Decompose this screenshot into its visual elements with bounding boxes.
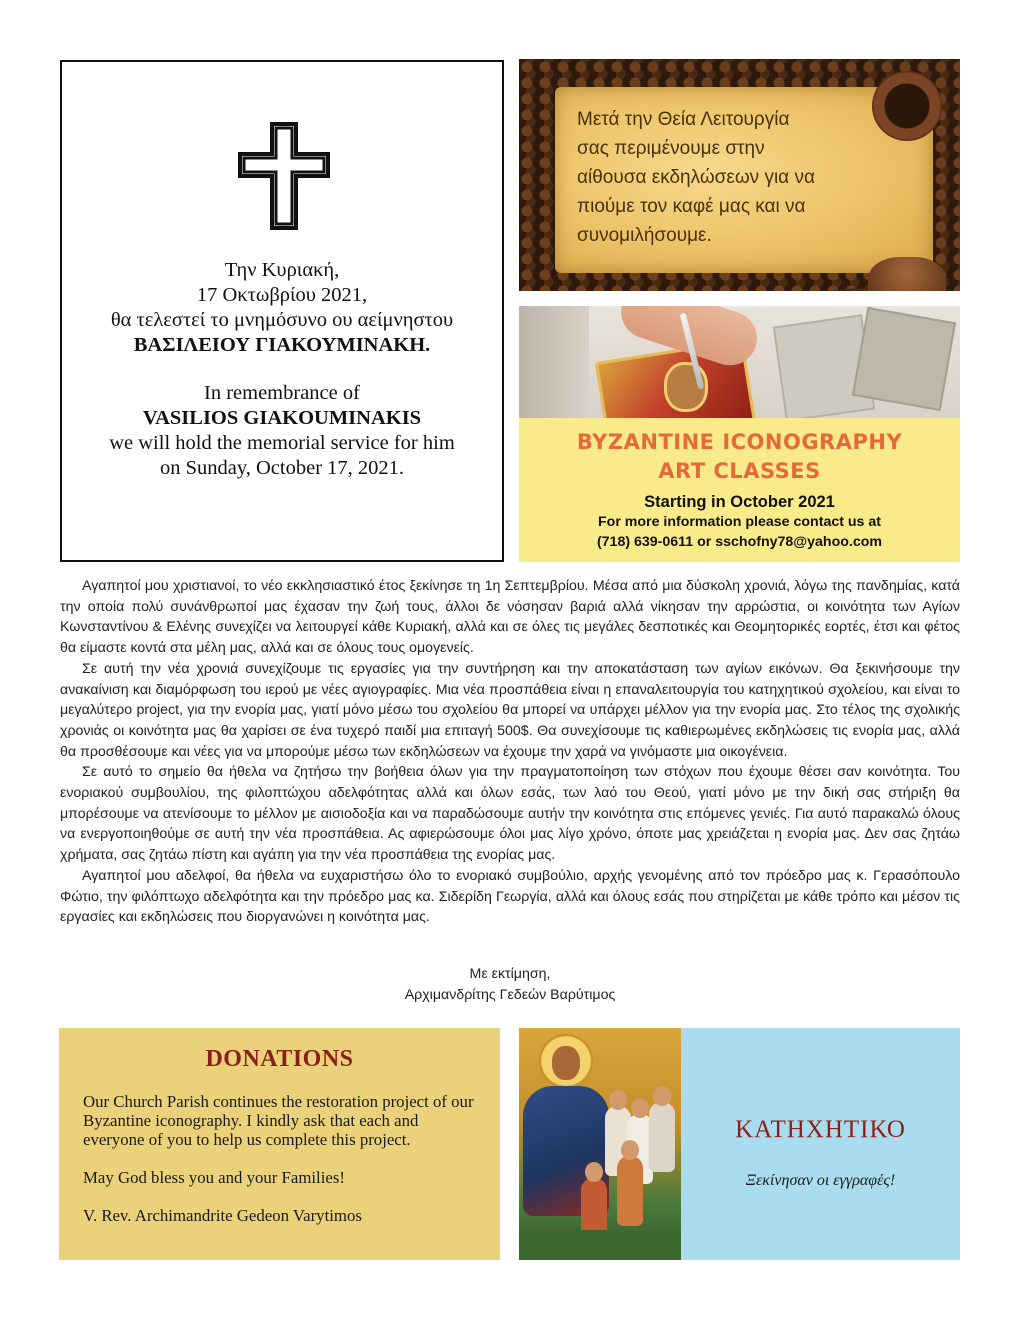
- coffee-pot-icon: [868, 257, 946, 291]
- iconography-details: [519, 492, 960, 552]
- iconography-classes-panel: [519, 306, 960, 562]
- memorial-english-name: VASILIOS GIAKOUMINAKIS: [142, 407, 422, 429]
- coffee-line: σας περιμένουμε στην: [577, 138, 765, 159]
- pastoral-letter: [60, 576, 960, 928]
- donations-title: DONATIONS: [205, 1046, 354, 1072]
- iconography-contact-line: For more information please contact us at: [597, 514, 882, 530]
- memorial-greek-line: θα τελεστεί το μνημόσυνο ου αείμνηστου: [110, 309, 454, 331]
- donations-box: [59, 1028, 500, 1260]
- donations-blessing: May God bless you and your Families!: [83, 1168, 345, 1187]
- letter-paragraph: Αγαπητοί μου αδελφοί, θα ήθελα να ευχαριστήσω όλο το ενοριακό συμβούλιο, αρχής γενομένης από τον πρόεδρο μας κ. Γερασόπουλο Φώτιο, την φιλόπτωχο αδελφότητα και την πρόεδρο μας κα. Σιδερίδη Γεωργία, αλλά και όλους εσάς που στηρίζεται με κάθε τρόπο και μέσον τις εργασίες και εκδηλώσεις που διοργανώνει η κοινότητα μας.: [60, 867, 960, 926]
- memorial-greek-line: Την Κυριακή,: [224, 259, 340, 281]
- iconography-title-line: BYZANTINE ICONOGRAPHY: [576, 430, 903, 454]
- coffee-line: αίθουσα εκδηλώσεων για να: [577, 167, 815, 188]
- memorial-english-line: we will hold the memorial service for him: [109, 432, 455, 454]
- donations-appeal: Our Church Parish continues the restoration project of our Byzantine iconography. I kindly ask that each and everyone of you to help us complete this project.: [83, 1092, 474, 1149]
- letter-paragraph: Σε αυτή την νέα χρονιά συνεχίζουμε τις εργασίες για την συντήρηση και την αποκατάσταση των αγίων εικόνων. Θα ξεκινήσουμε την ανακαίνιση και διαμόρφωση του ιερού με νέες αγιογραφίες. Μια νέα προσπάθεια είναι η επαναλειτουργία του κατηχητικού σχολείου, και είναι το μεγαλύτερο project, για την ενορία μας, γιατί μόνο μέσω του σχολείου θα μπορεί να υπάρχει μέλλον για την ενορία μας. Στο τέλος της σχολικής χρονιάς οι κοινότητα μας θα χαρίσει σε ένα τυχερό παιδί μια επιταγή 500$. Θα συνεχίσουμε τις καθιερωμένες εκδηλώσεις τις ενορία μας, αλλά θα προσθέσουμε και νέες για να μπορούμε μέσω των εκδηλώσεων να έχουμε την χαρά να γινόμαστε μια οικογένεια.: [60, 660, 960, 760]
- coffee-line: Μετά την Θεία Λειτουργία: [577, 109, 790, 130]
- iconography-title: [519, 428, 960, 486]
- signoff-author: Αρχιμανδρίτης Γεδεών Βαρύτιμος: [404, 987, 616, 1003]
- donations-body: [83, 1092, 483, 1225]
- christ-with-children-icon: [519, 1028, 681, 1260]
- memorial-notice: [60, 60, 504, 562]
- catechism-box: [519, 1028, 960, 1260]
- coffee-hour-text: [577, 105, 877, 250]
- donations-signature: V. Rev. Archimandrite Gedeon Varytimos: [83, 1206, 362, 1225]
- signoff-closing: Με εκτίμηση,: [469, 966, 551, 982]
- letter-paragraph: Αγαπητοί μου χριστιανοί, το νέο εκκλησιαστικό έτος ξεκίνησε τη 1η Σεπτεμβρίου. Μέσα από μια δύσκολη χρονιά, λόγω της πανδημίας, κατά την οποία πολύ συνάνθρωποί μας έχασαν την ζωή τους, άλλοι δε νόσησαν βαριά αλλά νίκησαν την αρρώστια, οι κοινότητα των Αγίων Κωνσταντίνου & Ελένης συνεχίζει να λειτουργεί κάθε Κυριακή, αλλά και σε όλες τις μεγάλες δεσποτικές και Θεομητορικές εορτές, έτσι και φέτος θα είμαστε κοντά στα μέλη μας, αλλά και σε όλους τους ομογενείς.: [60, 578, 960, 657]
- iconography-start-date: Starting in October 2021: [644, 493, 835, 511]
- cross-icon: [238, 122, 330, 230]
- memorial-text: [62, 258, 502, 481]
- coffee-cup-icon: [872, 71, 942, 141]
- letter-paragraph: Σε αυτό το σημείο θα ήθελα να ζητήσω την βοήθεια όλων για την πραγματοποίηση των στόχων που έχουμε θέσει σαν κοινότητα. Του ενοριακού συμβουλίου, της φιλοπτώχου αδελφότητας αλλά και όλων εσάς, των λαό του Θεού, γιατί μόνο με την δική σας στήριξη θα μπορέσουμε να ατενίσουμε το μέλλον με αισιοδοξία και να παραδώσουμε αυτήν την κοινότητα στις επόμενες γενιές. Για αυτό παρακαλώ όλους να ενεργοποιηθούμε σε αυτή την νέα προσπάθεια. Ας αφιερώσουμε όλοι μας λίγο χρόνο, όποτε μας χρειάζεται η ενορία μας. Δεν σας ζητάω χρήματα, σας ζητάω πίστη και αγάπη για την νέα προσπάθεια της ενορίας μας.: [60, 764, 960, 864]
- iconography-photo: [519, 306, 960, 418]
- coffee-line: συνομιλήσουμε.: [577, 225, 712, 246]
- coffee-line: πιούμε τον καφέ μας και να: [577, 196, 806, 217]
- iconography-title-line: ART CLASSES: [658, 459, 821, 483]
- memorial-greek-name: ΒΑΣΙΛΕΙΟΥ ΓΙΑΚΟΥΜΙΝΑΚΗ.: [133, 334, 431, 356]
- catechism-subtitle: Ξεκίνησαν οι εγγραφές!: [745, 1172, 896, 1189]
- catechism-title: ΚΑΤΗΧΗΤΙΚΟ: [735, 1116, 906, 1143]
- letter-signoff: [0, 964, 1020, 1006]
- memorial-english-date: on Sunday, October 17, 2021.: [159, 457, 405, 479]
- coffee-hour-panel: [519, 59, 960, 291]
- iconography-contact-info: (718) 639-0611 or sschofny78@yahoo.com: [596, 534, 883, 550]
- memorial-english-line: In remembrance of: [204, 382, 360, 404]
- memorial-greek-date: 17 Οκτωβρίου 2021,: [196, 284, 368, 306]
